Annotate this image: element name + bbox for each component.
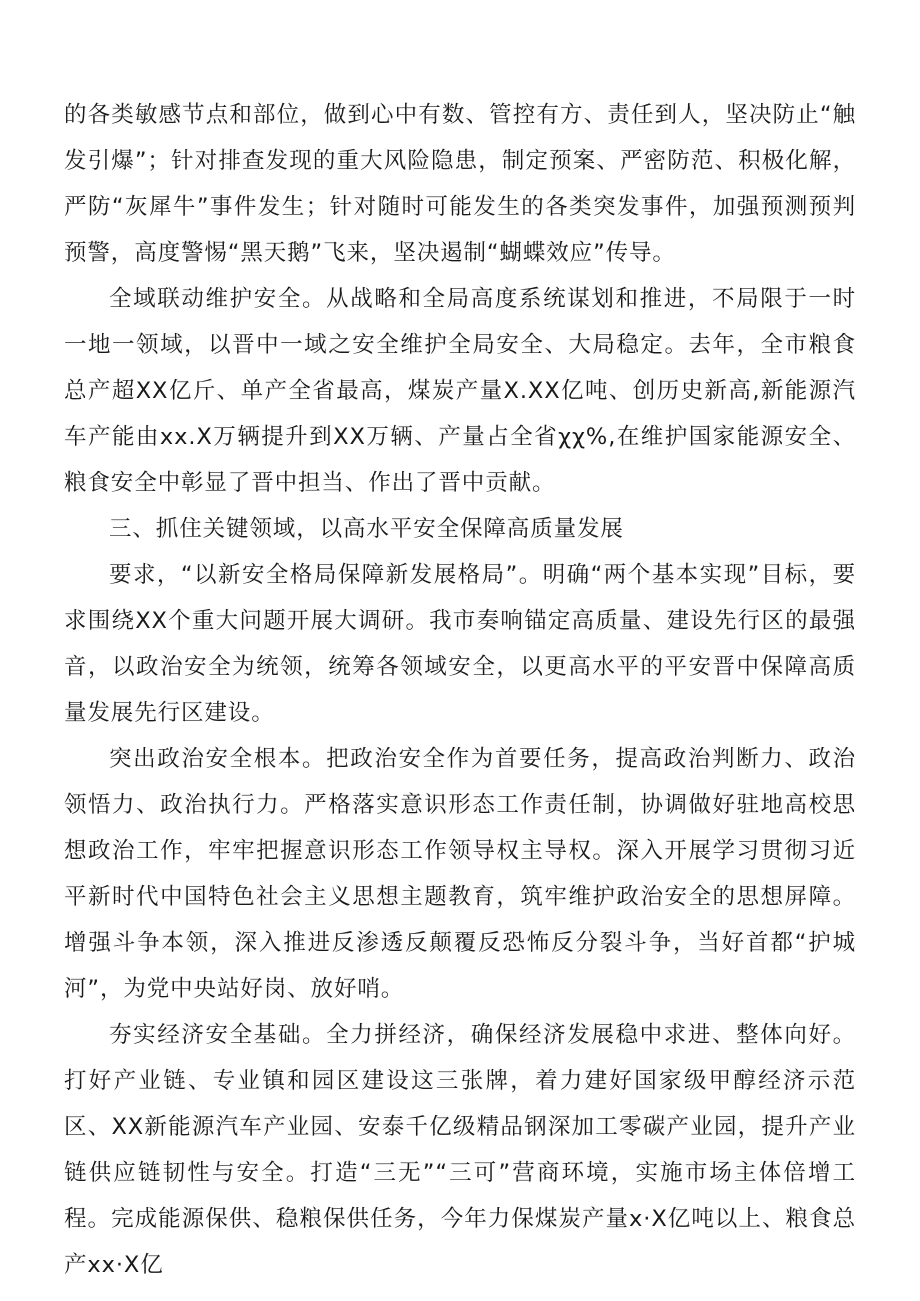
paragraph-requirements: 要求，“以新安全格局保障新发展格局”。明确“两个基本实现”目标，要求围绕XX个重大问题开展大调研。我市奏响锚定高质量、建设先行区的最强音，以政治安全为统领，统筹各领域安全，以更高水平的平安晋中保障高质量发展先行区建设。 bbox=[64, 562, 856, 726]
paragraph-regional-security: 全域联动维护安全。从战略和全局高度系统谋划和推进，不局限于一时一地一领域，以晋中一域之安全维护全局安全、大局稳定。去年，全市粮食总产超XX亿斤、单产全省最高，煤炭产量X.XX亿吨、创历史新高,新能源汽车产能由xx.X万辆提升到XX万辆、产量占全省χχ%,在维护国家能源安全、粮食安全中彰显了晋中担当、作出了晋中贡献。 bbox=[64, 286, 856, 496]
paragraph-continuation: 的各类敏感节点和部位，做到心中有数、管控有方、责任到人，坚决防止“触发引爆”；针对排查发现的重大风险隐患，制定预案、严密防范、积极化解，严防“灰犀牛”事件发生；针对随时可能发生的各类突发事件，加强预测预判预警，高度警惕“黑天鹅”飞来，坚决遏制“蝴蝶效应”传导。 bbox=[64, 102, 856, 266]
section-heading-three: 三、抓住关键领域，以高水平安全保障高质量发展 bbox=[109, 516, 624, 542]
paragraph-economic-security: 夯实经济安全基础。全力拼经济，确保经济发展稳中求进、整体向好。打好产业链、专业镇和园区建设这三张牌，着力建好国家级甲醇经济示范区、XX新能源汽车产业园、安泰千亿级精品钢深加工零碳产业园，提升产业链供应链韧性与安全。打造“三无”“三可”营商环境，实施市场主体倍增工程。完成能源保供、稳粮保供任务，今年力保煤炭产量x·X亿吨以上、粮食总产xx·X亿 bbox=[64, 1022, 856, 1278]
paragraph-political-security: 突出政治安全根本。把政治安全作为首要任务，提高政治判断力、政治领悟力、政治执行力。严格落实意识形态工作责任制，协调做好驻地高校思想政治工作，牢牢把握意识形态工作领导权主导权。深入开展学习贯彻习近平新时代中国特色社会主义思想主题教育，筑牢维护政治安全的思想屏障。增强斗争本领，深入推进反渗透反颠覆反恐怖反分裂斗争，当好首都“护城河”，为党中央站好岗、放好哨。 bbox=[64, 746, 856, 1002]
document-body bbox=[64, 92, 856, 1288]
